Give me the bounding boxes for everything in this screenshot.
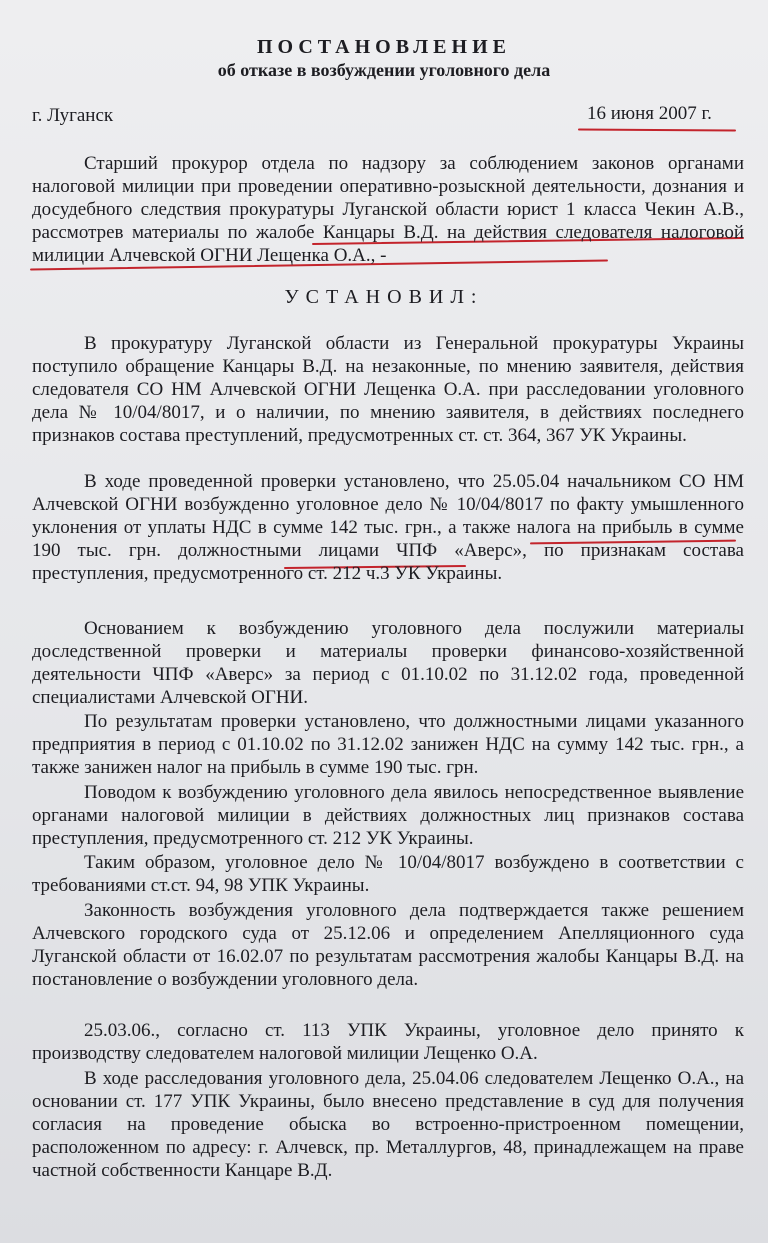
paragraph-7: Законность возбуждения уголовного дела подтверждается также решением Алчевского городского суда от 25.12.06 и определением Апелляционного суда Луганской области от 16.02.07 по результатам рассмотрения жалобы Канцары В.Д. на постановление о возбуждении уголовного дела. — [32, 900, 744, 990]
document-date: 16 июня 2007 г. — [587, 103, 712, 124]
document-title: ПОСТАНОВЛЕНИЕ — [257, 36, 511, 58]
paragraph-4: По результатам проверки установлено, что должностными лицами указанного предприятия в период с 01.10.02 по 31.12.02 занижен НДС на сумму 142 тыс. грн., а также занижен налог на прибыль в сумме 190 тыс. грн. — [32, 711, 744, 778]
intro-paragraph: Старший прокурор отдела по надзору за соблюдением законов органами налоговой милиции при проведении оперативно-розыскной деятельности, дознания и досудебного следствия прокуратуры Луганской области юрист 1 класса Чекин А.В., рассмотрев материалы по жалобе Канцары В.Д. на действия следователя налоговой милиции Алчевской ОГНИ Лещенка О.А., - — [32, 153, 744, 266]
document-city: г. Луганск — [32, 105, 114, 126]
paragraph-3: Основанием к возбуждению уголовного дела послужили материалы доследственной проверки и материалы проверки финансово-хозяйственной деятельности ЧПФ «Аверс» за период с 01.10.02 по 31.12.02 года, проведенной специалистами Алчевской ОГНИ. — [32, 618, 744, 708]
document-subtitle: об отказе в возбуждении уголовного дела — [217, 60, 551, 80]
paragraph-8: 25.03.06., согласно ст. 113 УПК Украины, уголовное дело принято к производству следователем налоговой милиции Лещенко О.А. — [32, 1020, 744, 1064]
underline-date — [578, 128, 736, 131]
paragraph-6: Таким образом, уголовное дело № 10/04/8017 возбуждено в соответствии с требованиями ст.ст. 94, 98 УПК Украины. — [32, 852, 744, 896]
paragraph-9: В ходе расследования уголовного дела, 25.04.06 следователем Лещенко О.А., на основании ст. 177 УПК Украины, было внесено представление в суд для получения согласия на проведение обыска во встроенно-пристроенном помещении, расположенном по адресу: г. Алчевск, пр. Металлургов, 48, принадлежащем на праве частной собственности Канцаре В.Д. — [32, 1068, 744, 1181]
paragraph-2: В ходе проведенной проверки установлено, что 25.05.04 начальником СО НМ Алчевской ОГНИ возбужденно уголовное дело № 10/04/8017 по факту умышленного уклонения от уплаты НДС в сумме 142 тыс. грн., а также налога на прибыль в сумме 190 тыс. грн. должностными лицами ЧПФ «Аверс», по признакам состава преступления, предусмотренного ст. 212 ч.3 УК Украины. — [32, 471, 744, 584]
section-heading: УСТАНОВИЛ: — [284, 286, 484, 308]
paragraph-1: В прокуратуру Луганской области из Генеральной прокуратуры Украины поступило обращение Канцары В.Д. на незаконные, по мнению заявителя, действия следователя СО НМ Алчевской ОГНИ Лещенка О.А. при расследовании уголовного дела № 10/04/8017, и о наличии, по мнению заявителя, в действиях последнего признаков состава преступлений, предусмотренных ст. ст. 364, 367 УК Украины. — [32, 333, 744, 446]
paragraph-5: Поводом к возбуждению уголовного дела явилось непосредственное выявление органами налоговой милиции в действиях должностных лиц признаков состава преступления, предусмотренного ст. 212 УК Украины. — [32, 782, 744, 849]
